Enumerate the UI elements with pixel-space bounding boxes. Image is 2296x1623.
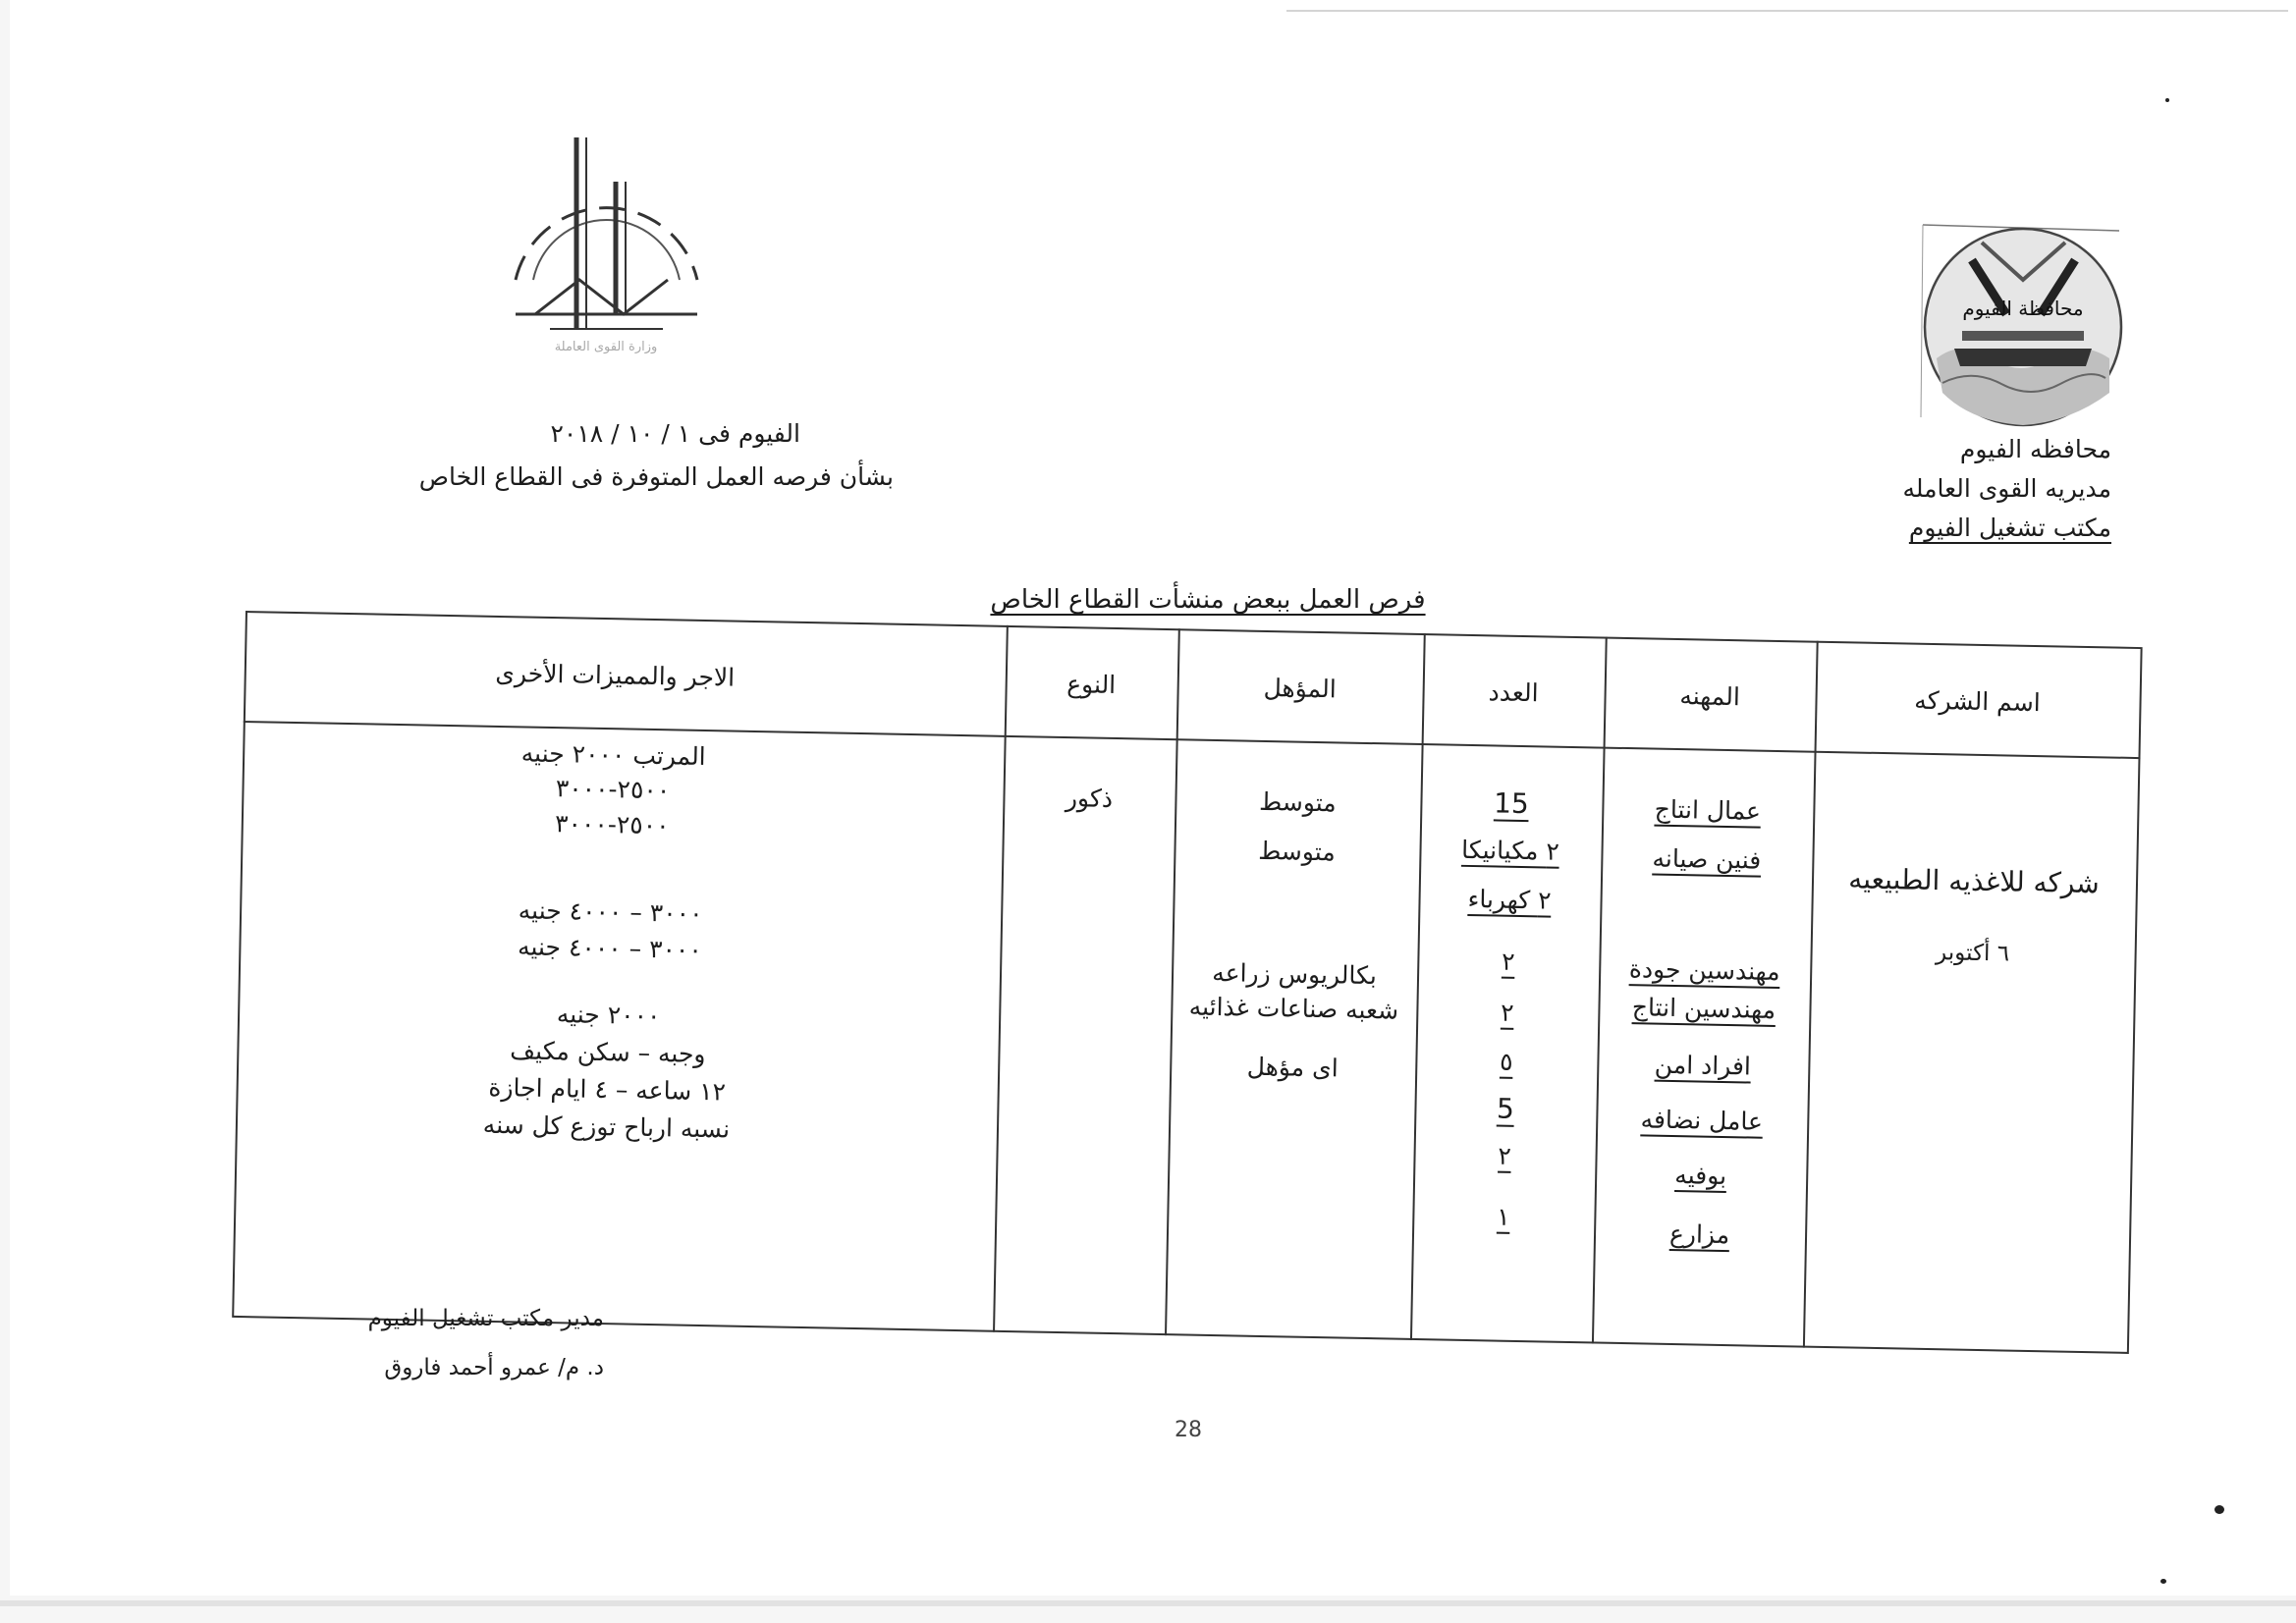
directorate-name: مديريه القوى العامله bbox=[1902, 474, 2111, 503]
table-title: فرص العمل ببعض منشأت القطاع الخاص bbox=[990, 585, 1426, 615]
job-item: بوفيه bbox=[1674, 1161, 1727, 1191]
job-item: مزارع bbox=[1668, 1218, 1730, 1250]
header-gender: النوع bbox=[1066, 670, 1117, 700]
count-item: ٢ مكيانيكا bbox=[1460, 835, 1560, 866]
count-item: ٢ bbox=[1500, 998, 1514, 1027]
scan-speck bbox=[2160, 1579, 2166, 1584]
header-wage: الاجر والمميزات الأخرى bbox=[495, 658, 736, 692]
office-name: مكتب تشغيل الفيوم bbox=[1908, 514, 2111, 542]
page-number: 28 bbox=[1175, 1418, 1202, 1442]
svg-text:محافظة الفيوم: محافظة الفيوم bbox=[1962, 297, 2084, 320]
wage-item: المرتب ٢٠٠٠ جنيه bbox=[520, 738, 706, 772]
scan-bottom-edge bbox=[0, 1600, 2296, 1606]
wage-item: وجبه – سكن مكيف bbox=[510, 1036, 706, 1069]
job-item: افراد امن bbox=[1654, 1050, 1752, 1081]
header-job: المهنه bbox=[1679, 681, 1741, 712]
document-page bbox=[10, 0, 2296, 1596]
job-item: مهندسين انتاج bbox=[1631, 993, 1777, 1024]
count-item: ٢ bbox=[1501, 947, 1515, 976]
scan-speck bbox=[2165, 98, 2169, 102]
scan-edge-line bbox=[1286, 10, 2288, 12]
job-item: عمال انتاج bbox=[1654, 794, 1762, 826]
signature-title: مدير مكتب تشغيل الفيوم bbox=[367, 1306, 604, 1331]
jobs-table bbox=[232, 611, 2142, 1354]
count-item: 5 bbox=[1496, 1092, 1515, 1125]
governorate-name: محافظه الفيوم bbox=[1959, 435, 2111, 463]
company-location: ٦ أكتوبر bbox=[1935, 940, 2010, 967]
wage-item: ٢٠٠٠ جنيه bbox=[556, 1000, 661, 1031]
wage-item: ٢٥٠٠-٣٠٠٠ bbox=[555, 774, 671, 805]
svg-text:وزارة القوى العاملة: وزارة القوى العاملة bbox=[554, 340, 658, 354]
company-name: شركه للاغذيه الطبيعيه bbox=[1847, 862, 2101, 900]
count-item: ٥ bbox=[1499, 1047, 1513, 1076]
header-count: العدد bbox=[1488, 677, 1539, 708]
qualification-item: متوسط bbox=[1258, 786, 1337, 818]
wage-item: ١٢ ساعه – ٤ ايام اجازة bbox=[488, 1072, 727, 1107]
job-item: عامل نضافه bbox=[1640, 1105, 1764, 1136]
header-qualification: المؤهل bbox=[1263, 673, 1337, 704]
job-item: فنين صيانه bbox=[1652, 843, 1762, 875]
issuer-block bbox=[1856, 430, 2111, 548]
subject-line: بشأن فرصه العمل المتوفرة فى القطاع الخاص bbox=[418, 462, 894, 491]
signature-name: د. م/ عمرو أحمد فاروق bbox=[384, 1355, 604, 1380]
count-item: ٢ bbox=[1498, 1141, 1512, 1170]
signature-block bbox=[290, 1294, 604, 1392]
header-company: اسم الشركه bbox=[1914, 685, 2042, 718]
wage-item: نسبه ارباح توزع كل سنه bbox=[482, 1109, 731, 1144]
scan-speck bbox=[2214, 1505, 2224, 1514]
letter-meta bbox=[383, 412, 894, 499]
job-item: مهندسين جودة bbox=[1628, 954, 1780, 987]
count-item: ١ bbox=[1496, 1202, 1510, 1231]
qualification-item: بكالريوس زراعه bbox=[1212, 957, 1378, 991]
wage-item: ٣٠٠٠ – ٤٠٠٠ جنيه bbox=[517, 932, 703, 964]
gender-value: ذكور bbox=[1065, 784, 1114, 813]
date-line: الفيوم فى ١ / ١٠ / ٢٠١٨ bbox=[550, 419, 800, 448]
ministry-logo bbox=[496, 133, 717, 358]
wage-item: ٣٠٠٠ – ٤٠٠٠ جنيه bbox=[518, 895, 703, 928]
wage-item: ٢٥٠٠-٣٠٠٠ bbox=[554, 809, 670, 840]
count-item: 15 bbox=[1493, 786, 1530, 821]
count-item: ٢ كهرباء bbox=[1467, 884, 1552, 915]
fayoum-governorate-logo bbox=[1913, 221, 2124, 432]
qualification-item: شعبه صناعات غذائيه bbox=[1188, 992, 1399, 1025]
qualification-item: اى مؤهل bbox=[1246, 1052, 1339, 1083]
qualification-item: متوسط bbox=[1257, 836, 1337, 867]
